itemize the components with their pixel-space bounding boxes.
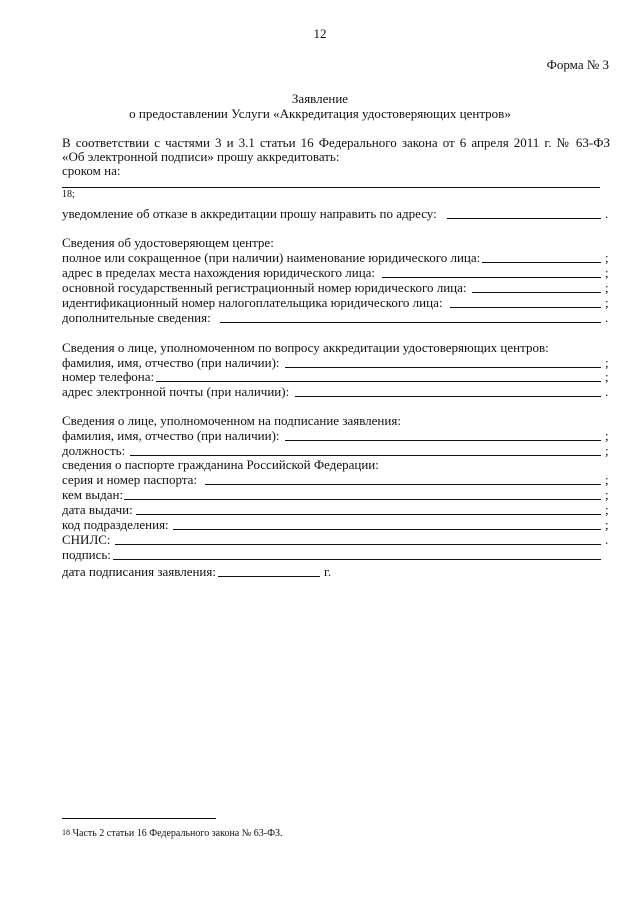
rep-fio-end: ; [605,355,609,370]
division-code-label: код подразделения: [62,517,169,532]
rep-phone-line[interactable] [156,381,601,382]
uc-inn-label: идентификационный номер налогоплательщика юридического лица: [62,295,443,310]
uc-name-end: ; [605,250,609,265]
uc-ogrn-label: основной государственный регистрационный номер юридического лица: [62,280,467,295]
footnote-number: 18 [62,828,70,837]
division-code-end: ; [605,517,609,532]
passport-series-line[interactable] [205,484,601,485]
uc-address-line[interactable] [382,277,601,278]
division-code-line[interactable] [173,529,601,530]
snils-end: . [605,532,609,547]
snils-line[interactable] [115,544,601,545]
signature-label: подпись: [62,547,111,562]
accreditation-term-line[interactable] [62,187,600,188]
signer-fio-label: фамилия, имя, отчество (при наличии): [62,428,280,443]
uc-address-end: ; [605,265,609,280]
page-number: 12 [313,26,327,41]
signer-position-end: ; [605,443,609,458]
rep-phone-label: номер телефона: [62,369,155,384]
uc-extra-line[interactable] [220,322,601,323]
rep-email-end: . [605,384,609,399]
passport-series-label: серия и номер паспорта: [62,472,198,487]
document-title: Заявление [291,91,349,106]
issued-by-line[interactable] [124,499,601,500]
intro-line-2: «Об электронной подписи» прошу аккредитовать: [62,149,340,164]
uc-extra-end: . [605,310,609,325]
uc-ogrn-line[interactable] [472,292,601,293]
intro-line-1: В соответствии с частями 3 и 3.1 статьи 16 Федерального закона от 6 апреля 2011 г. № 63-ФЗ [62,135,610,150]
uc-address-label: адрес в пределах места нахождения юридического лица: [62,265,376,280]
signer-fio-line[interactable] [285,440,601,441]
refusal-address-line[interactable] [447,218,601,219]
uc-inn-line[interactable] [450,307,601,308]
signer-fio-end: ; [605,428,609,443]
uc-inn-end: ; [605,295,609,310]
refusal-notice-end: . [605,206,609,221]
uc-name-label: полное или сокращенное (при наличии) наименование юридического лица: [62,250,481,265]
passport-series-end: ; [605,472,609,487]
rep-fio-line[interactable] [285,367,601,368]
uc-section-heading: Сведения об удостоверяющем центре: [62,235,274,250]
document-subtitle: о предоставлении Услуги «Аккредитация удостоверяющих центров» [129,106,511,121]
rep-email-line[interactable] [295,396,601,397]
footnote-ref-semicolon: ; [72,189,75,200]
uc-ogrn-end: ; [605,280,609,295]
snils-label: СНИЛС: [62,532,111,547]
signer-section-heading: Сведения о лице, уполномоченном на подписание заявления: [62,413,401,428]
footnote-text: Часть 2 статьи 16 Федерального закона № 63-ФЗ. [72,828,283,839]
footnote-reference [62,189,75,200]
rep-fio-label: фамилия, имя, отчество (при наличии): [62,355,280,370]
uc-name-line[interactable] [482,262,601,263]
rep-phone-end: ; [605,369,609,384]
uc-extra-label: дополнительные сведения: [62,310,211,325]
form-label: Форма № 3 [546,57,609,72]
signing-date-label: дата подписания заявления: [62,564,216,579]
term-label: сроком на: [62,163,121,178]
footnote-separator [62,818,216,819]
footnote [62,828,283,840]
issue-date-label: дата выдачи: [62,502,133,517]
signing-date-line[interactable] [218,576,320,577]
rep-email-label: адрес электронной почты (при наличии): [62,384,290,399]
signature-line[interactable] [113,559,601,560]
refusal-notice-label: уведомление об отказе в аккредитации прошу направить по адресу: [62,206,437,221]
footnote-ref-number: 18 [62,189,72,200]
issue-date-end: ; [605,502,609,517]
issue-date-line[interactable] [136,514,601,515]
signer-position-label: должность: [62,443,126,458]
passport-heading: сведения о паспорте гражданина Российской Федерации: [62,457,379,472]
issued-by-label: кем выдан: [62,487,124,502]
issued-by-end: ; [605,487,609,502]
signer-position-line[interactable] [130,455,601,456]
rep-section-heading: Сведения о лице, уполномоченном по вопросу аккредитации удостоверяющих центров: [62,340,549,355]
signing-date-year: г. [324,564,332,579]
